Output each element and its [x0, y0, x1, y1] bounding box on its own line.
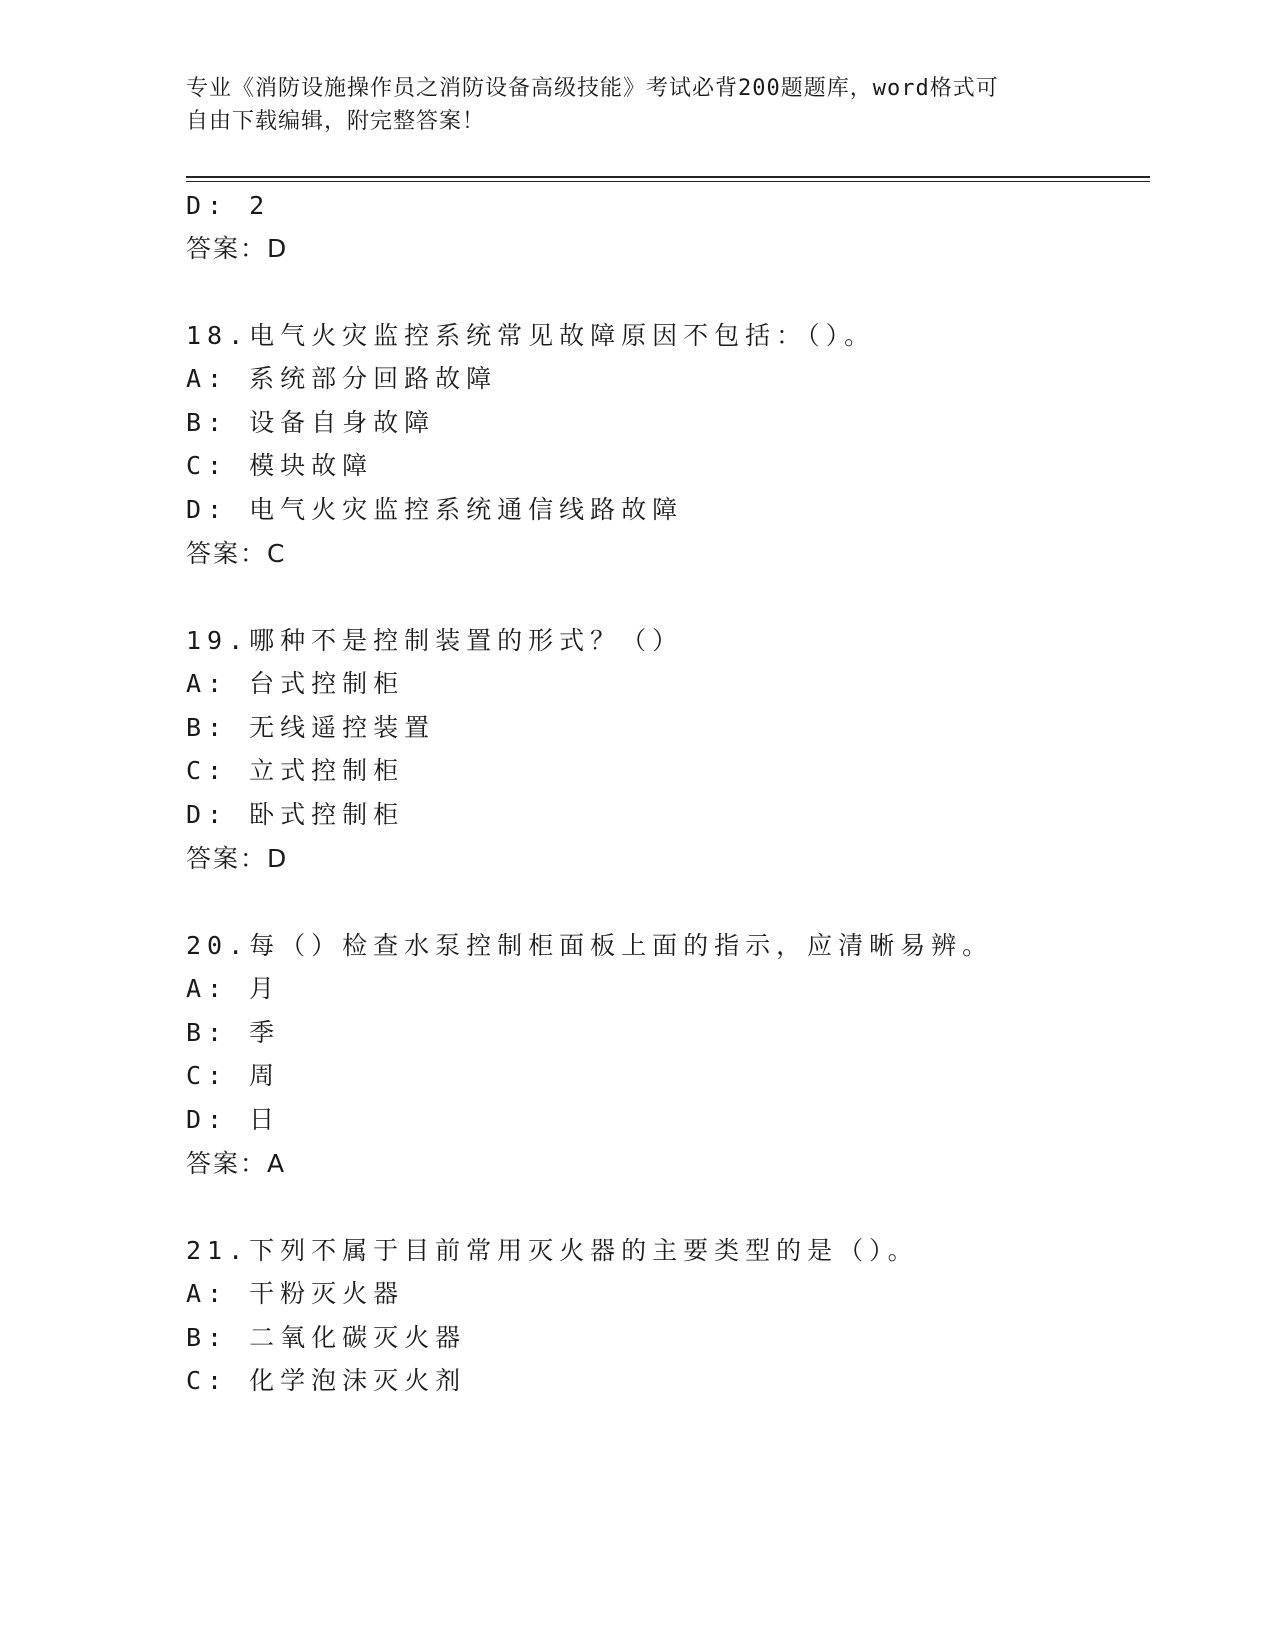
option-line: B: 设备自身故障 [186, 408, 436, 437]
option-line: B: 无线遥控装置 [186, 713, 436, 742]
option-line: A: 干粉灭火器 [186, 1279, 405, 1308]
header-line-2: 自由下载编辑，附完整答案！ [186, 109, 486, 134]
option-line: C: 立式控制柜 [186, 756, 405, 785]
option-line: B: 二氧化碳灭火器 [186, 1323, 467, 1352]
answer-line: 答案：D [186, 234, 289, 263]
option-line: D: 2 [186, 191, 271, 220]
option-line: A: 月 [186, 974, 281, 1003]
answer-line: 答案：D [186, 844, 289, 873]
header-divider-thick [186, 176, 1150, 178]
option-line: B: 季 [186, 1018, 281, 1047]
document-header [186, 72, 1086, 138]
option-line: D: 电气火灾监控系统通信线路故障 [186, 495, 684, 524]
header-line-1: 专业《消防设施操作员之消防设备高级技能》考试必背200题题库，word格式可 [186, 76, 999, 101]
question-line: 19.哪种不是控制装置的形式？（） [186, 626, 684, 655]
option-line: C: 周 [186, 1061, 281, 1090]
option-line: D: 日 [186, 1105, 281, 1134]
question-line: 18.电气火灾监控系统常见故障原因不包括：（）。 [186, 321, 876, 350]
option-line: A: 系统部分回路故障 [186, 364, 498, 393]
answer-line: 答案：C [186, 539, 287, 568]
question-line: 21.下列不属于目前常用灭火器的主要类型的是（）。 [186, 1236, 919, 1265]
answer-line: 答案：A [186, 1149, 287, 1178]
header-divider-thin [186, 181, 1150, 182]
option-line: C: 化学泡沫灭火剂 [186, 1366, 467, 1395]
question-line: 20.每（）检查水泵控制柜面板上面的指示，应清晰易辨。 [186, 931, 994, 960]
option-line: C: 模块故障 [186, 451, 374, 480]
option-line: A: 台式控制柜 [186, 669, 405, 698]
option-line: D: 卧式控制柜 [186, 800, 405, 829]
